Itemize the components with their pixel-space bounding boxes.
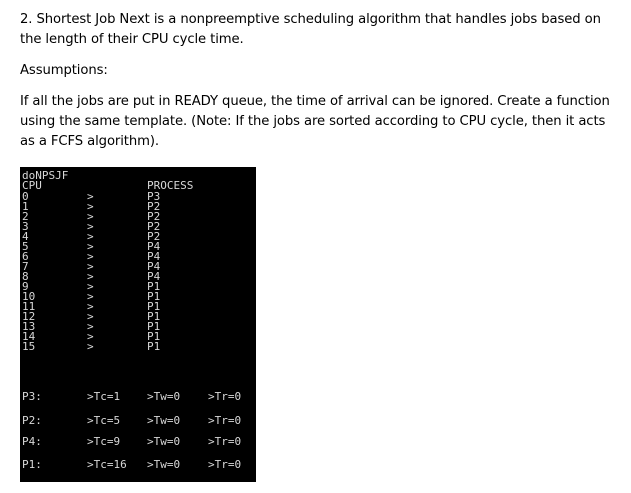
summary-tc-value: >Tc=16 [87,458,127,471]
arrow-glyph: > [87,300,94,314]
summary-tc-value: >Tc=1 [87,390,121,403]
cpu-time-value: 4 [22,229,29,243]
arrow-glyph: > [87,199,94,213]
cpu-time-value: 9 [22,279,29,293]
summary-tc-value: >Tc=9 [87,435,121,448]
cpu-time-value: 6 [22,249,29,263]
summary-process: P4: [22,435,42,448]
cpu-time-value: 13 [22,320,36,334]
summary-row [22,460,254,472]
console-row [22,209,252,223]
process-value: P1 [147,310,161,324]
arrow-glyph: > [87,330,94,344]
document-text [20,10,620,152]
process-value: P4 [147,259,161,273]
cpu-time-value: 5 [22,239,29,253]
summary-tr-value: >Tr=0 [208,414,242,427]
process-value: P2 [147,219,161,233]
arrow-glyph: > [87,340,94,354]
cpu-time-value: 0 [22,189,29,203]
summary-tw-value: >Tw=0 [147,390,181,403]
arrow-glyph: > [87,310,94,324]
console-row [22,239,252,253]
cpu-time-value: 12 [22,310,36,324]
console-row [22,229,252,243]
process-value: P4 [147,239,161,253]
arrow-glyph: > [87,279,94,293]
summary-process: P2: [22,414,42,427]
summary-tr-value: >Tr=0 [208,435,242,448]
summary-tw-value: >Tw=0 [147,458,181,471]
summary-row [22,416,254,428]
console-row [22,199,252,213]
assumptions-heading: Assumptions: [20,63,108,78]
summary-tr-value: >Tr=0 [208,390,242,403]
cpu-time-value: 2 [22,209,29,223]
console-row [22,269,252,283]
process-value: P1 [147,279,161,293]
console-row [22,342,252,352]
console-row [22,302,252,312]
question-paragraph: 2. Shortest Job Next is a nonpreemptive scheduling algorithm that handles jobs based on the length of their CPU cycle time. [20,12,601,47]
arrow-glyph: > [87,290,94,303]
arrow-glyph: > [87,219,94,233]
summary-row [22,437,254,449]
console-title: doNPSJF [22,169,69,182]
console-row [22,249,252,263]
arrow-glyph: > [87,249,94,263]
process-value: P1 [147,320,161,334]
arrow-glyph: > [87,269,94,283]
console-row [22,292,252,302]
process-value: P2 [147,229,161,243]
console-row [22,259,252,273]
process-value: P4 [147,249,161,263]
cpu-time-value: 3 [22,219,29,233]
summary-process: P3: [22,390,42,403]
process-column-header: PROCESS [147,179,194,192]
process-value: P4 [147,269,161,283]
summary-tr-value: >Tr=0 [208,458,242,471]
console-row [22,189,252,203]
arrow-glyph: > [87,259,94,273]
arrow-glyph: > [87,320,94,334]
cpu-time-value: 14 [22,330,36,344]
process-value: P2 [147,199,161,213]
process-value: P1 [147,330,161,344]
arrow-glyph: > [87,209,94,223]
console-row [22,312,252,322]
cpu-time-value: 15 [22,340,36,354]
cpu-time-value: 8 [22,269,29,283]
summary-tw-value: >Tw=0 [147,414,181,427]
cpu-time-value: 7 [22,259,29,273]
console-row [22,322,252,332]
cpu-time-value: 1 [22,199,29,213]
process-value: P2 [147,209,161,223]
summary-tw-value: >Tw=0 [147,435,181,448]
process-value: P1 [147,300,161,314]
summary-row [22,392,254,404]
console-row [22,332,252,342]
summary-tc-value: >Tc=5 [87,414,121,427]
process-value: P1 [147,340,161,354]
process-value: P1 [147,290,161,303]
arrow-glyph: > [87,189,94,203]
console-header-row [22,181,252,191]
cpu-column-header: CPU [22,179,42,192]
arrow-glyph: > [87,239,94,253]
cpu-time-value: 10 [22,290,36,303]
assumptions-paragraph: If all the jobs are put in READY queue, the time of arrival can be ignored. Create a function using the same template. (Note: If the jobs are sorted according to CPU cycle, then it acts as a FCFS algorithm). [20,94,610,149]
summary-process: P1: [22,458,42,471]
console-row [22,219,252,233]
cpu-time-value: 11 [22,300,36,314]
process-value: P3 [147,189,161,203]
console-row [22,279,252,293]
console-output-screenshot [20,167,256,482]
arrow-glyph: > [87,229,94,243]
